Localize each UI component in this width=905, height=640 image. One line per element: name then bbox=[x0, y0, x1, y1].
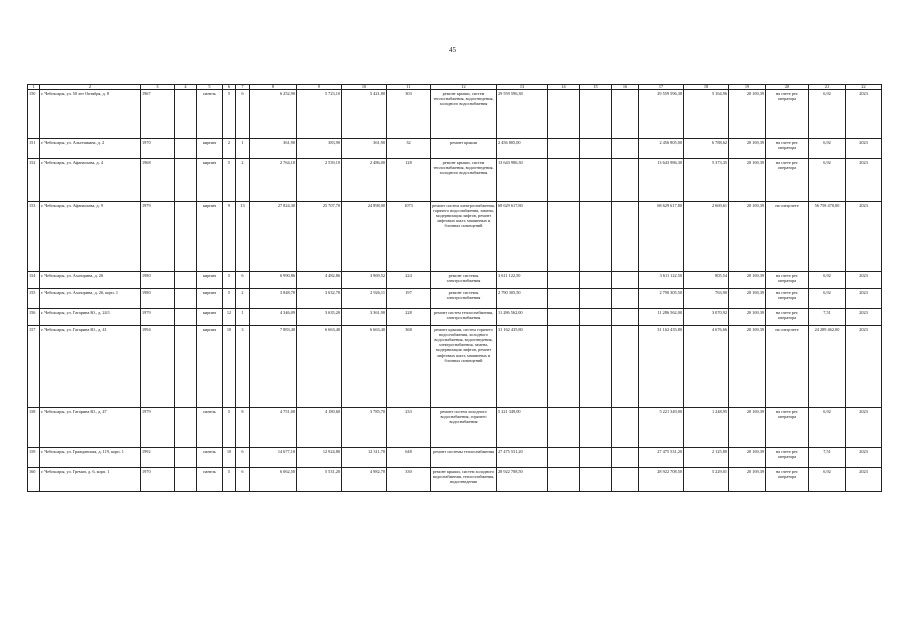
table-cell-col-9: 6 663,40 bbox=[297, 326, 342, 408]
table-cell-col-5: кирпич bbox=[197, 289, 223, 309]
column-number: 22 bbox=[846, 85, 882, 90]
table-cell-col-8: 4 346,09 bbox=[250, 309, 297, 326]
table-cell-col-1: 150 bbox=[28, 90, 40, 139]
column-number: 10 bbox=[342, 85, 387, 90]
table-cell-col-21: 6,92 bbox=[809, 90, 846, 139]
table-cell-col-13: 13 643 986,30 bbox=[497, 159, 548, 202]
table-cell-col-13: 27 475 531,20 bbox=[497, 448, 548, 468]
table-cell-col-7: 6 bbox=[236, 468, 250, 492]
table-cell-col-17: 2 790 305,50 bbox=[639, 289, 684, 309]
table-cell-col-19: 20 169,39 bbox=[729, 468, 766, 492]
column-number: 2 bbox=[40, 85, 141, 90]
table-cell-col-18: 5 373,35 bbox=[684, 159, 729, 202]
column-number: 21 bbox=[809, 85, 846, 90]
table-cell-col-18: 2 669,61 bbox=[684, 202, 729, 272]
table-cell-col-7: 6 bbox=[236, 90, 250, 139]
table-cell-col-22: 2023 bbox=[846, 272, 882, 289]
table-cell-col-20: на счете рег. оператора bbox=[766, 289, 809, 309]
table-cell-col-1: 159 bbox=[28, 448, 40, 468]
table-cell-col-9: 5 723,10 bbox=[297, 90, 342, 139]
table-cell-col-17: 31 162 435,80 bbox=[639, 326, 684, 408]
table-cell-col-15 bbox=[580, 289, 612, 309]
table-cell-col-19: 20 169,39 bbox=[729, 326, 766, 408]
table-cell-col-14 bbox=[548, 289, 580, 309]
table-cell-col-10: 3 361,90 bbox=[342, 309, 387, 326]
table-cell-col-4 bbox=[175, 468, 197, 492]
column-number: 19 bbox=[729, 85, 766, 90]
column-number: 4 bbox=[175, 85, 197, 90]
table-cell-col-11: 1073 bbox=[387, 202, 431, 272]
table-cell-col-4 bbox=[175, 326, 197, 408]
table-cell-col-22: 2023 bbox=[846, 202, 882, 272]
table-cell-col-17: 28 922 708,50 bbox=[639, 468, 684, 492]
table-cell-col-8: 7 883,40 bbox=[250, 326, 297, 408]
table-cell-col-19: 20 169,39 bbox=[729, 289, 766, 309]
table-cell-col-4 bbox=[175, 289, 197, 309]
table-cell-col-9: 4 180,60 bbox=[297, 408, 342, 448]
table-cell-col-19: 20 169,39 bbox=[729, 448, 766, 468]
table-cell-col-18: 805,54 bbox=[684, 272, 729, 289]
table-cell-col-12: ремонт крыши bbox=[431, 139, 497, 159]
table-cell-col-20: на спецсчете bbox=[766, 202, 809, 272]
table-cell-col-11: 648 bbox=[387, 448, 431, 468]
table-cell-col-10: 5 421,80 bbox=[342, 90, 387, 139]
table-cell-col-3: 1994 bbox=[141, 326, 175, 408]
table-cell-col-10: 361,90 bbox=[342, 139, 387, 159]
table-cell-col-5: панель bbox=[197, 448, 223, 468]
table-cell-col-20: на счете рег. оператора bbox=[766, 272, 809, 289]
table-cell-col-14 bbox=[548, 159, 580, 202]
table-cell-col-10: 2 486,00 bbox=[342, 159, 387, 202]
table-cell-col-20: на счете рег. оператора bbox=[766, 468, 809, 492]
table-cell-col-20: на спецсчете bbox=[766, 326, 809, 408]
table-cell-col-1: 155 bbox=[28, 289, 40, 309]
table-cell-col-21: 6,92 bbox=[809, 408, 846, 448]
table-cell-col-16 bbox=[612, 309, 639, 326]
table-cell-col-4 bbox=[175, 139, 197, 159]
table-cell-col-10: 24 898,00 bbox=[342, 202, 387, 272]
table-cell-col-6: 5 bbox=[223, 289, 236, 309]
table-cell-col-1: 157 bbox=[28, 326, 40, 408]
table-cell-col-13: 28 922 708,50 bbox=[497, 468, 548, 492]
table-cell-col-15 bbox=[580, 139, 612, 159]
table-cell-col-10: 6 663,40 bbox=[342, 326, 387, 408]
table-cell-col-12: ремонт системы электроснабжения bbox=[431, 272, 497, 289]
table-cell-col-15 bbox=[580, 468, 612, 492]
table-cell-col-18: 763,90 bbox=[684, 289, 729, 309]
table-cell-col-11: 303 bbox=[387, 90, 431, 139]
table-cell-col-14 bbox=[548, 202, 580, 272]
table-cell-col-7: 2 bbox=[236, 159, 250, 202]
table-cell-col-21: 7,51 bbox=[809, 309, 846, 326]
table-cell-col-12: ремонт системы электроснабжения bbox=[431, 289, 497, 309]
table-cell-col-4 bbox=[175, 408, 197, 448]
table-row bbox=[28, 139, 882, 159]
table-cell-col-10: 12 311,70 bbox=[342, 448, 387, 468]
table-cell-col-13: 3 611 122,50 bbox=[497, 272, 548, 289]
table-cell-col-19: 20 169,39 bbox=[729, 202, 766, 272]
table-cell-col-18: 5 164,96 bbox=[684, 90, 729, 139]
table-cell-col-8: 6 062,50 bbox=[250, 468, 297, 492]
table-row bbox=[28, 468, 882, 492]
table-cell-col-22: 2023 bbox=[846, 468, 882, 492]
table-cell-col-12: ремонт систем теплоснабжения, электроснабжения bbox=[431, 309, 497, 326]
table-cell-col-17: 29 559 596,38 bbox=[639, 90, 684, 139]
table-cell-col-6: 2 bbox=[223, 139, 236, 159]
table-cell-col-4 bbox=[175, 159, 197, 202]
table-cell-col-12: ремонт крыши, систем горячего водоснабжения, холодного водоснабжения, водоотведения, электроснабжения, замена, модернизация лифтов, ремонт лифтовых шахт, машинных и блочных помещений bbox=[431, 326, 497, 408]
table-cell-col-19: 20 169,39 bbox=[729, 139, 766, 159]
table-cell-col-3: 1979 bbox=[141, 309, 175, 326]
table-cell-col-9: 3 635,20 bbox=[297, 309, 342, 326]
column-number: 9 bbox=[297, 85, 342, 90]
table-cell-col-6: 5 bbox=[223, 90, 236, 139]
table-cell-col-22: 2023 bbox=[846, 90, 882, 139]
table-cell-col-6: 5 bbox=[223, 159, 236, 202]
table-cell-col-16 bbox=[612, 408, 639, 448]
table-cell-col-22: 2023 bbox=[846, 448, 882, 468]
table-cell-col-21: 6,92 bbox=[809, 139, 846, 159]
table-cell-col-9: 5 531,20 bbox=[297, 468, 342, 492]
table-cell-col-16 bbox=[612, 289, 639, 309]
table-cell-col-6: 12 bbox=[223, 309, 236, 326]
column-number: 11 bbox=[387, 85, 431, 90]
table-cell-col-4 bbox=[175, 202, 197, 272]
table-cell-col-6: 5 bbox=[223, 408, 236, 448]
table-cell-col-3: 1980 bbox=[141, 272, 175, 289]
table-cell-col-14 bbox=[548, 90, 580, 139]
table-cell-col-7: 1 bbox=[236, 139, 250, 159]
table-cell-col-12: ремонт систем холодного водоснабжения, горячего водоснабжения bbox=[431, 408, 497, 448]
table-cell-col-14 bbox=[548, 408, 580, 448]
table-cell-col-13: 31 162 435,80 bbox=[497, 326, 548, 408]
table-cell-col-22: 2023 bbox=[846, 326, 882, 408]
table-cell-col-12: ремонт крыши, систем теплоснабжения, водоотведения, холодного водоснабжения bbox=[431, 90, 497, 139]
table-cell-col-6: 5 bbox=[223, 272, 236, 289]
table-cell-col-8: 3 848,78 bbox=[250, 289, 297, 309]
table-cell-col-22: 2023 bbox=[846, 139, 882, 159]
table-cell-col-15 bbox=[580, 202, 612, 272]
table-cell-col-3: 1992 bbox=[141, 448, 175, 468]
table-cell-col-2: г. Чебоксары, ул. Ахазорина, д. 26 bbox=[40, 272, 141, 289]
table-cell-col-2: г. Чебоксары, ул. Альгешкина, д. 2 bbox=[40, 139, 141, 159]
table-cell-col-5: кирпич bbox=[197, 272, 223, 289]
table-cell-col-18: 5 229,01 bbox=[684, 468, 729, 492]
table-cell-col-11: 128 bbox=[387, 159, 431, 202]
column-number: 6 bbox=[223, 85, 236, 90]
table-cell-col-1: 151 bbox=[28, 139, 40, 159]
table-cell-col-21: 24 289 462,00 bbox=[809, 326, 846, 408]
table-row bbox=[28, 448, 882, 468]
column-number: 20 bbox=[766, 85, 809, 90]
table-cell-col-3: 1967 bbox=[141, 90, 175, 139]
table-cell-col-14 bbox=[548, 448, 580, 468]
table-cell-col-10: 3 785,70 bbox=[342, 408, 387, 448]
table-cell-col-17: 27 475 531,20 bbox=[639, 448, 684, 468]
table-cell-col-15 bbox=[580, 326, 612, 408]
table-cell-col-4 bbox=[175, 272, 197, 289]
table-cell-col-8: 4 751,00 bbox=[250, 408, 297, 448]
table-cell-col-1: 152 bbox=[28, 159, 40, 202]
table-cell-col-17: 3 611 122,50 bbox=[639, 272, 684, 289]
table-cell-col-5: панель bbox=[197, 468, 223, 492]
table-cell-col-16 bbox=[612, 202, 639, 272]
table-cell-col-22: 2023 bbox=[846, 289, 882, 309]
table-cell-col-20: на счете рег. оператора bbox=[766, 139, 809, 159]
table-cell-col-15 bbox=[580, 272, 612, 289]
table-row bbox=[28, 408, 882, 448]
table-cell-col-10: 2 926,11 bbox=[342, 289, 387, 309]
table-body bbox=[28, 85, 882, 492]
table-cell-col-5: кирпич bbox=[197, 326, 223, 408]
table-cell-col-11: 197 bbox=[387, 289, 431, 309]
column-number: 18 bbox=[684, 85, 729, 90]
table-cell-col-19: 20 169,39 bbox=[729, 408, 766, 448]
table-row bbox=[28, 159, 882, 202]
table-cell-col-22: 2023 bbox=[846, 159, 882, 202]
table-cell-col-13: 5 221 349,00 bbox=[497, 408, 548, 448]
column-number: 15 bbox=[580, 85, 612, 90]
table-cell-col-9: 12 924,80 bbox=[297, 448, 342, 468]
table-cell-col-10: 4 982,70 bbox=[342, 468, 387, 492]
table-cell-col-1: 154 bbox=[28, 272, 40, 289]
table-cell-col-17: 68 629 617,80 bbox=[639, 202, 684, 272]
table-cell-col-18: 3 070,92 bbox=[684, 309, 729, 326]
table-cell-col-2: г. Чебоксары, ул. Афанасьева, д. 9 bbox=[40, 202, 141, 272]
table-cell-col-2: г. Чебоксары, ул. Гагарина Ю., д. 41 bbox=[40, 326, 141, 408]
table-cell-col-13: 2 790 305,50 bbox=[497, 289, 548, 309]
table-cell-col-1: 158 bbox=[28, 408, 40, 448]
table-cell-col-9: 2 539,10 bbox=[297, 159, 342, 202]
table-cell-col-7: 8 bbox=[236, 408, 250, 448]
table-cell-col-11: 233 bbox=[387, 408, 431, 448]
table-cell-col-18: 4 676,66 bbox=[684, 326, 729, 408]
table-row bbox=[28, 90, 882, 139]
table-cell-col-11: 330 bbox=[387, 468, 431, 492]
table-row bbox=[28, 289, 882, 309]
table-row bbox=[28, 309, 882, 326]
table-cell-col-15 bbox=[580, 408, 612, 448]
table-cell-col-5: кирпич bbox=[197, 202, 223, 272]
table-cell-col-20: на счете рег. оператора bbox=[766, 159, 809, 202]
table-row bbox=[28, 326, 882, 408]
table-cell-col-13: 11 286 562,00 bbox=[497, 309, 548, 326]
table-cell-col-9: 383,90 bbox=[297, 139, 342, 159]
table-cell-col-5: панель bbox=[197, 408, 223, 448]
table-cell-col-21: 6,92 bbox=[809, 468, 846, 492]
table-cell-col-22: 2023 bbox=[846, 408, 882, 448]
table-cell-col-3: 1980 bbox=[141, 289, 175, 309]
column-number: 12 bbox=[431, 85, 497, 90]
table-cell-col-20: на счете рег. оператора bbox=[766, 309, 809, 326]
table-cell-col-8: 6 990,86 bbox=[250, 272, 297, 289]
table-cell-col-1: 153 bbox=[28, 202, 40, 272]
table-cell-col-19: 20 169,39 bbox=[729, 272, 766, 289]
table-cell-col-16 bbox=[612, 139, 639, 159]
table-cell-col-3: 1979 bbox=[141, 408, 175, 448]
table-cell-col-3: 1979 bbox=[141, 202, 175, 272]
table-cell-col-3: 1970 bbox=[141, 468, 175, 492]
table-cell-col-4 bbox=[175, 309, 197, 326]
table-cell-col-12: ремонт крыши, систем холодного водоснабжения, теплоснабжения, водоотведения bbox=[431, 468, 497, 492]
table-cell-col-15 bbox=[580, 309, 612, 326]
column-number: 16 bbox=[612, 85, 639, 90]
table-cell-col-10: 3 969,52 bbox=[342, 272, 387, 289]
table-cell-col-19: 20 169,39 bbox=[729, 159, 766, 202]
table-cell-col-21: 6,92 bbox=[809, 272, 846, 289]
table-cell-col-2: г. Чебоксары, ул. Гремяч, д. 6, корп. 1 bbox=[40, 468, 141, 492]
table-cell-col-9: 25 707,70 bbox=[297, 202, 342, 272]
table-cell-col-20: на счете рег. оператора bbox=[766, 408, 809, 448]
table-cell-col-13: 29 559 596,38 bbox=[497, 90, 548, 139]
table-cell-col-21: 6,92 bbox=[809, 289, 846, 309]
table-cell-col-5: кирпич bbox=[197, 309, 223, 326]
table-cell-col-2: г. Чебоксары, ул. 50 лет Октября, д. 8 bbox=[40, 90, 141, 139]
table-cell-col-2: г. Чебоксары, ул. Гагарина Ю., д. 24/1 bbox=[40, 309, 141, 326]
table-cell-col-22: 2023 bbox=[846, 309, 882, 326]
column-number: 5 bbox=[197, 85, 223, 90]
table-cell-col-8: 361,90 bbox=[250, 139, 297, 159]
table-cell-col-11: 224 bbox=[387, 272, 431, 289]
table-cell-col-4 bbox=[175, 448, 197, 468]
column-number: 7 bbox=[236, 85, 250, 90]
table-cell-col-17: 2 456 805,00 bbox=[639, 139, 684, 159]
table-cell-col-3: 1968 bbox=[141, 159, 175, 202]
table-cell-col-16 bbox=[612, 272, 639, 289]
table-cell-col-7: 3 bbox=[236, 326, 250, 408]
table-cell-col-15 bbox=[580, 159, 612, 202]
table-cell-col-3: 1970 bbox=[141, 139, 175, 159]
table-cell-col-17: 5 221 349,00 bbox=[639, 408, 684, 448]
table-cell-col-7: 2 bbox=[236, 289, 250, 309]
table-cell-col-14 bbox=[548, 309, 580, 326]
column-number: 14 bbox=[548, 85, 580, 90]
table-cell-col-7: 13 bbox=[236, 202, 250, 272]
housing-repair-table bbox=[27, 84, 882, 492]
table-cell-col-11: 32 bbox=[387, 139, 431, 159]
table-cell-col-6: 10 bbox=[223, 448, 236, 468]
table-cell-col-17: 11 286 562,00 bbox=[639, 309, 684, 326]
page-number: 45 bbox=[449, 46, 456, 54]
table-cell-col-6: 5 bbox=[223, 468, 236, 492]
table-cell-col-9: 4 482,86 bbox=[297, 272, 342, 289]
table-cell-col-14 bbox=[548, 468, 580, 492]
table-cell-col-16 bbox=[612, 326, 639, 408]
table-cell-col-4 bbox=[175, 90, 197, 139]
table-cell-col-2: г. Чебоксары, ул. Гагарина Ю., д. 47 bbox=[40, 408, 141, 448]
table-cell-col-7: 1 bbox=[236, 309, 250, 326]
table-cell-col-1: 156 bbox=[28, 309, 40, 326]
table-cell-col-6: 10 bbox=[223, 326, 236, 408]
table-cell-col-14 bbox=[548, 272, 580, 289]
table-cell-col-15 bbox=[580, 448, 612, 468]
table-cell-col-18: 6 788,62 bbox=[684, 139, 729, 159]
table-cell-col-12: ремонт систем электроснабжения, горячего водоснабжения, замена, модернизация лифтов, ремонт лифтовых шахт, машинных и блочных помещений bbox=[431, 202, 497, 272]
table-cell-col-21: 6,92 bbox=[809, 159, 846, 202]
table-cell-col-16 bbox=[612, 468, 639, 492]
table-cell-col-7: 6 bbox=[236, 448, 250, 468]
table-cell-col-20: на счете рег. оператора bbox=[766, 90, 809, 139]
column-number: 8 bbox=[250, 85, 297, 90]
table-cell-col-5: кирпич bbox=[197, 139, 223, 159]
table-cell-col-18: 1 248,95 bbox=[684, 408, 729, 448]
table-cell-col-21: 56 758 470,00 bbox=[809, 202, 846, 272]
table-cell-col-8: 2 764,10 bbox=[250, 159, 297, 202]
table-cell-col-1: 160 bbox=[28, 468, 40, 492]
table-cell-col-8: 6 252,90 bbox=[250, 90, 297, 139]
table-cell-col-16 bbox=[612, 90, 639, 139]
table-cell-col-11: 368 bbox=[387, 326, 431, 408]
table-cell-col-13: 2 456 805,00 bbox=[497, 139, 548, 159]
column-number: 3 bbox=[141, 85, 175, 90]
table-cell-col-16 bbox=[612, 159, 639, 202]
table-cell-col-5: панель bbox=[197, 90, 223, 139]
table-cell-col-18: 2 125,80 bbox=[684, 448, 729, 468]
table-cell-col-2: г. Чебоксары, ул. Ахазорина, д. 26, корп. 1 bbox=[40, 289, 141, 309]
table-cell-col-13: 68 629 617,80 bbox=[497, 202, 548, 272]
table-cell-col-19: 20 169,39 bbox=[729, 309, 766, 326]
table-cell-col-12: ремонт системы теплоснабжения bbox=[431, 448, 497, 468]
column-number: 17 bbox=[639, 85, 684, 90]
table-cell-col-15 bbox=[580, 90, 612, 139]
table-cell-col-14 bbox=[548, 139, 580, 159]
column-number: 1 bbox=[28, 85, 40, 90]
table-cell-col-12: ремонт крыши, систем теплоснабжения, водоотведения, холодного водоснабжения bbox=[431, 159, 497, 202]
table-cell-col-8: 27 824,30 bbox=[250, 202, 297, 272]
table-cell-col-6: 9 bbox=[223, 202, 236, 272]
table-cell-col-14 bbox=[548, 326, 580, 408]
table-cell-col-8: 14 677,10 bbox=[250, 448, 297, 468]
table-cell-col-2: г. Чебоксары, ул. Гражданская, д. 119, корп. 1 bbox=[40, 448, 141, 468]
table-cell-col-2: г. Чебоксары, ул. Афанасьева, д. 4 bbox=[40, 159, 141, 202]
table-row bbox=[28, 272, 882, 289]
table-cell-col-19: 20 169,39 bbox=[729, 90, 766, 139]
table-cell-col-5: кирпич bbox=[197, 159, 223, 202]
table-cell-col-9: 3 632,78 bbox=[297, 289, 342, 309]
table-cell-col-16 bbox=[612, 448, 639, 468]
table-row bbox=[28, 202, 882, 272]
table-cell-col-21: 7,51 bbox=[809, 448, 846, 468]
table-cell-col-20: на счете рег. оператора bbox=[766, 448, 809, 468]
table-cell-col-11: 228 bbox=[387, 309, 431, 326]
table-cell-col-17: 13 643 986,30 bbox=[639, 159, 684, 202]
column-number: 13 bbox=[497, 85, 548, 90]
table-cell-col-7: 6 bbox=[236, 272, 250, 289]
